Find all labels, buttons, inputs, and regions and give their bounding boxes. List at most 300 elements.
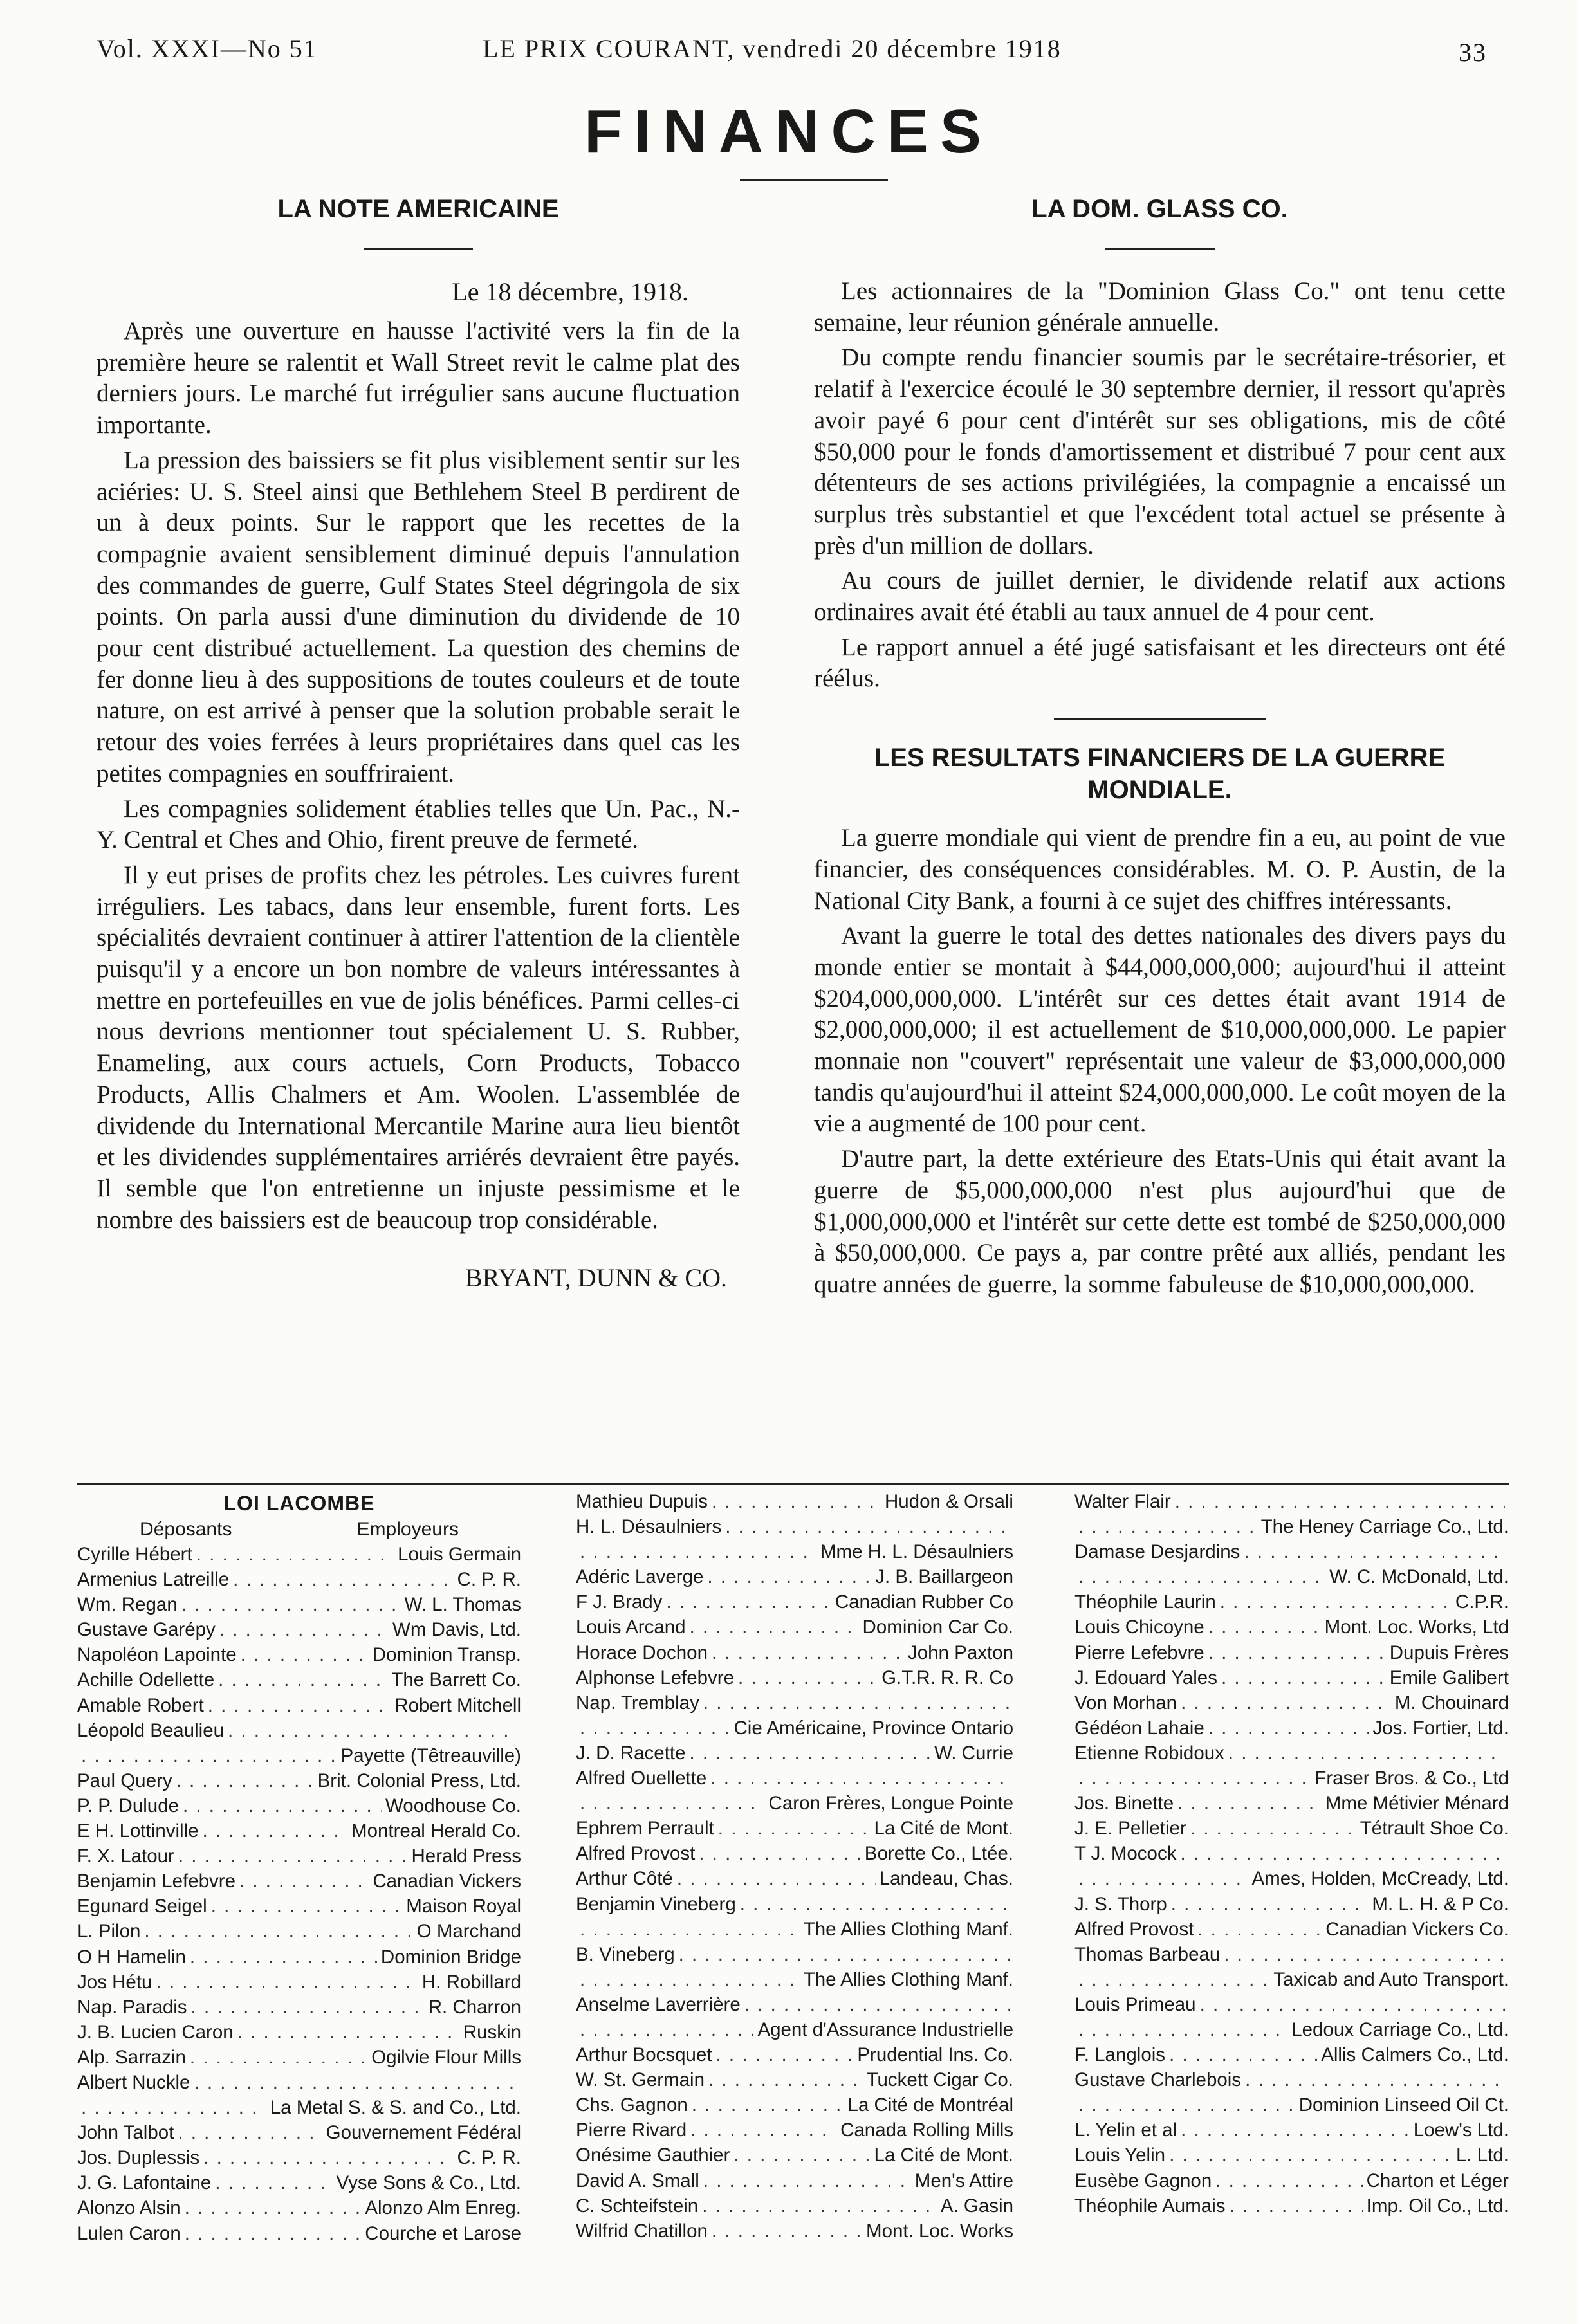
depositor-name: F. X. Latour <box>77 1845 174 1867</box>
depositor-name: Napoléon Lapointe <box>77 1644 237 1666</box>
leader-dots <box>1197 1917 1322 1942</box>
employer-name: H. Robillard <box>421 1971 521 1993</box>
loi-lacombe-title: LOI LACOMBE <box>223 1492 375 1515</box>
loi-lacombe-entry <box>576 1766 1013 1791</box>
employer-name: Brit. Colonial Press, Ltd. <box>317 1770 521 1791</box>
loi-lacombe-entry <box>576 1589 1013 1615</box>
article-paragraph: Avant la guerre le total des dettes nationales des divers pays du monde entier se montait à $44,000,000,000; aujourd'hui il atteint $204,000,000,000. L'intérêt sur ces dettes était avant 1914 de $2,000,000,000; il est actuellement de $10,000,000,000. Le papier monnaie non "couvert" représentait une valeur de $3,000,000,000 tandis qu'aujourd'hui il atteint $24,000,000,000. Le coût moyen de la vie a augmenté de 100 pour cent. <box>814 922 1506 1138</box>
employer-name: Mme H. L. Désaulniers <box>820 1541 1013 1563</box>
loi-lacombe-entry <box>576 1791 1013 1816</box>
depositor-name: J. E. Pelletier <box>1074 1818 1186 1840</box>
article-paragraph: D'autre part, la dette extérieure des Etats-Unis qui était avant la guerre de $5,000,000,000 n'est plus aujourd'hui que de $1,000,000,000 et l'intérêt sur cette dette est tombé de $250,000,000 à $50,000,000. Ce pays a, par contre prêté aux alliés, pendant les quatre années de guerre, la somme fabuleuse de $10,000,000,000. <box>814 1145 1506 1298</box>
employer-name: W. Currie <box>934 1742 1013 1764</box>
loi-lacombe-list <box>576 1489 1013 2244</box>
depositor-name: Alp. Sarrazin <box>77 2046 186 2068</box>
loi-lacombe-entry <box>77 1667 521 1692</box>
loi-lacombe-entry <box>576 1992 1013 2017</box>
loi-lacombe-entry <box>1074 1892 1509 1917</box>
employer-name: Canada Rolling Mills <box>840 2119 1013 2141</box>
employer-name: Ruskin <box>463 2021 521 2043</box>
depositor-name: Louis Primeau <box>1074 1993 1196 2015</box>
loi-lacombe-entry <box>77 1869 521 1894</box>
employer-name: The Barrett Co. <box>391 1669 521 1691</box>
leader-dots <box>237 2020 459 2045</box>
masthead-rule <box>740 179 888 181</box>
volume-number: Vol. XXXI—No 51 <box>97 34 318 63</box>
employer-name: Prudential Ins. Co. <box>857 2044 1013 2066</box>
loi-lacombe-entry <box>77 2120 521 2145</box>
loi-lacombe-entry <box>77 1970 521 1995</box>
depositor-name: Benjamin Lefebvre <box>77 1871 235 1892</box>
employer-name: Canadian Vickers Co. <box>1325 1918 1509 1940</box>
leader-dots <box>690 1741 931 1766</box>
employer-name: R. Charron <box>428 1996 521 2018</box>
leader-dots <box>1228 1741 1505 1766</box>
loi-lacombe-entry <box>77 1894 521 1919</box>
employer-name: Cie Américaine, Province Ontario <box>733 1717 1013 1739</box>
loi-lacombe-entry <box>77 1542 521 1567</box>
loi-lacombe-entry <box>576 1816 1013 1841</box>
loi-lacombe-entry <box>1074 2168 1509 2193</box>
depositor-name: Adéric Laverge <box>576 1566 704 1588</box>
leader-dots <box>690 1615 859 1640</box>
loi-lacombe-entry <box>576 2118 1013 2143</box>
depositor-name: Wilfrid Chatillon <box>576 2220 708 2242</box>
loi-lacombe-entry <box>1074 1967 1509 1992</box>
article-paragraph: Le rapport annuel a été jugé satisfaisant et les directeurs ont été réélus. <box>814 633 1506 693</box>
loi-lacombe-entry <box>576 1665 1013 1690</box>
loi-lacombe-column-1 <box>77 1489 521 2246</box>
employer-name: Louis Germain <box>398 1544 521 1565</box>
leader-dots <box>692 2092 844 2118</box>
leader-dots <box>178 1844 408 1869</box>
loi-lacombe-entry <box>77 2095 521 2120</box>
depositor-name: H. L. Désaulniers <box>576 1516 722 1538</box>
leader-dots <box>712 2219 862 2244</box>
depositor-name: Arthur Bocsquet <box>576 2044 712 2066</box>
leader-dots <box>1078 1766 1311 1791</box>
article-title: LES RESULTATS FINANCIERS DE LA GUERRE MONDIALE. <box>874 744 1446 805</box>
loi-lacombe-entry <box>1074 2017 1509 2042</box>
leader-dots <box>725 1514 1010 1539</box>
employer-name: Emile Galibert <box>1389 1667 1509 1688</box>
employer-name: M. Chouinard <box>1394 1692 1509 1714</box>
depositor-name: Benjamin Vineberg <box>576 1893 736 1915</box>
employer-name: Tuckett Cigar Co. <box>866 2069 1013 2091</box>
loi-lacombe-entry <box>77 1592 521 1617</box>
loi-lacombe-entry <box>77 1844 521 1869</box>
loi-lacombe-entry <box>77 2045 521 2070</box>
employer-name: Jos. Fortier, Ltd. <box>1372 1717 1509 1739</box>
depositor-name: Pierre Rivard <box>576 2119 687 2141</box>
depositor-name: L. Pilon <box>77 1921 141 1943</box>
leader-dots <box>203 1818 347 1844</box>
leader-dots <box>1175 1489 1505 1514</box>
depositor-name: Gustave Charlebois <box>1074 2069 1242 2091</box>
depositor-name: Etienne Robidoux <box>1074 1742 1224 1764</box>
employer-name: Maison Royal <box>406 1896 521 1917</box>
depositor-name: Arthur Côté <box>576 1868 673 1890</box>
leader-dots <box>666 1589 831 1615</box>
loi-lacombe-entry <box>77 2145 521 2170</box>
depositor-name: Alonzo Alsin <box>77 2197 181 2219</box>
depositor-name: Thomas Barbeau <box>1074 1943 1221 1965</box>
employer-name: Tétrault Shoe Co. <box>1360 1818 1509 1840</box>
employer-name: Vyse Sons & Co., Ltd. <box>336 2172 521 2194</box>
leader-dots <box>156 1970 418 1995</box>
leader-dots <box>580 1967 800 1992</box>
leader-dots <box>740 1892 1010 1917</box>
leader-dots <box>1224 1942 1505 1967</box>
depositor-name: Nap. Paradis <box>77 1996 187 2018</box>
employer-name: La Cité de Montréal <box>847 2094 1013 2116</box>
article-signature: BRYANT, DUNN & CO. <box>465 1263 727 1293</box>
depositor-name: Amable Robert <box>77 1694 204 1716</box>
leader-dots <box>81 2095 266 2120</box>
employer-name: Gouvernement Fédéral <box>326 2122 521 2144</box>
employer-name: Payette (Têtreauville) <box>340 1744 521 1766</box>
leader-dots <box>712 1489 881 1514</box>
loi-lacombe-entry <box>576 1539 1013 1564</box>
section-divider <box>77 1483 1509 1485</box>
depositor-name: Armenius Latreille <box>77 1569 230 1591</box>
employer-name: Taxicab and Auto Transport. <box>1273 1968 1509 1990</box>
employer-name: Mont. Loc. Works <box>866 2220 1013 2242</box>
depositor-name: Mathieu Dupuis <box>576 1491 708 1512</box>
loi-lacombe-column-headers <box>77 1517 521 1542</box>
employer-name: Ogilvie Flour Mills <box>371 2046 521 2068</box>
leader-dots <box>677 1866 876 1891</box>
depositor-name: Paul Query <box>77 1770 172 1791</box>
employer-name: J. B. Baillargeon <box>875 1566 1013 1588</box>
loi-lacombe-entry <box>1074 1514 1509 1539</box>
leader-dots <box>241 1642 369 1667</box>
depositor-name: Onésime Gauthier <box>576 2145 730 2166</box>
leader-dots <box>1244 1539 1505 1564</box>
employer-name: Dominion Bridge <box>380 1946 521 1968</box>
loi-lacombe-entry <box>77 1944 521 1970</box>
loi-lacombe-entry <box>1074 1866 1509 1891</box>
loi-lacombe-list <box>1074 1489 1509 2219</box>
leader-dots <box>1181 2118 1410 2143</box>
employer-name: La Cité de Mont. <box>874 2145 1013 2166</box>
loi-lacombe-entry <box>1074 1766 1509 1791</box>
loi-lacombe-entry <box>1074 1564 1509 1589</box>
employer-name: Caron Frères, Longue Pointe <box>768 1793 1013 1815</box>
depositor-name: Cyrille Hébert <box>77 1544 192 1565</box>
loi-lacombe-entry <box>576 1615 1013 1640</box>
leader-dots <box>580 1791 765 1816</box>
depositor-name: Jos Hétu <box>77 1971 152 1993</box>
depositor-name: Egunard Seigel <box>77 1896 207 1917</box>
depositor-name: Nap. Tremblay <box>576 1692 699 1714</box>
employer-name: The Allies Clothing Manf. <box>803 1968 1013 1990</box>
depositor-name: Léopold Beaulieu <box>77 1719 225 1741</box>
depositor-name: Von Morhan <box>1074 1692 1177 1714</box>
loi-lacombe-entry <box>77 1693 521 1718</box>
leader-dots <box>690 2118 836 2143</box>
employer-name: Mme Métivier Ménard <box>1325 1793 1509 1815</box>
employer-name: Agent d'Assurance Industrielle <box>757 2018 1013 2040</box>
depositor-name: Alfred Provost <box>576 1843 696 1865</box>
loi-lacombe-entry <box>576 2067 1013 2092</box>
leader-dots <box>208 1693 391 1718</box>
leader-dots <box>703 2168 911 2193</box>
employer-name: Dupuis Frères <box>1389 1642 1509 1663</box>
loi-lacombe-entry <box>1074 1665 1509 1690</box>
depositor-name: Gustave Garépy <box>77 1619 216 1641</box>
employer-name: Herald Press <box>411 1845 521 1867</box>
loi-lacombe-entry <box>77 1718 521 1743</box>
leader-dots <box>702 2193 937 2219</box>
leader-dots <box>1208 1716 1369 1741</box>
loi-lacombe-entry <box>77 1793 521 1818</box>
depositor-name: Louis Yelin <box>1074 2145 1166 2166</box>
loi-lacombe-entry <box>576 1564 1013 1589</box>
leader-dots <box>718 1816 871 1841</box>
leader-dots <box>1177 1791 1322 1816</box>
leader-dots <box>744 1992 1010 2017</box>
employer-name: Landeau, Chas. <box>879 1868 1013 1890</box>
loi-lacombe-entry <box>1074 2042 1509 2067</box>
loi-lacombe-entry <box>1074 2092 1509 2118</box>
employer-name: Canadian Rubber Co <box>835 1591 1013 1613</box>
loi-lacombe-entry <box>576 2193 1013 2219</box>
depositor-name: Chs. Gagnon <box>576 2094 688 2116</box>
employer-name: G.T.R. R. R. Co <box>881 1667 1013 1688</box>
depositor-name: David A. Small <box>576 2170 699 2191</box>
loi-lacombe-entry <box>576 2042 1013 2067</box>
leader-dots <box>185 2221 362 2246</box>
depositor-name: Damase Desjardins <box>1074 1541 1240 1563</box>
article-paragraph: Après une ouverture en hausse l'activité vers la fin de la première heure se ralentit et Wall Street revit le calme plat des derniers jours. Le marché fut irrégulier sans aucune fluctuation importante. <box>97 317 740 439</box>
leader-dots <box>580 1539 816 1564</box>
loi-lacombe-entry <box>77 1617 521 1642</box>
employer-name: Canadian Vickers <box>373 1871 521 1892</box>
loi-lacombe-entry <box>1074 2118 1509 2143</box>
article-paragraph: Les actionnaires de la "Dominion Glass Co." ont tenu cette semaine, leur réunion générale annuelle. <box>814 277 1506 336</box>
leader-dots <box>1078 2092 1295 2118</box>
employer-name: Charton et Léger <box>1366 2170 1509 2191</box>
leader-dots <box>703 1690 1010 1716</box>
publication-dateline: LE PRIX COURANT, vendredi 20 décembre 1918 <box>483 34 1062 63</box>
article-paragraph: Au cours de juillet dernier, le dividende relatif aux actions ordinaires avait été établi au taux annuel de 4 pour cent. <box>814 567 1506 627</box>
employer-name: M. L. H. & P Co. <box>1372 1893 1509 1915</box>
loi-lacombe-entry <box>1074 1741 1509 1766</box>
depositor-name: W. St. Germain <box>576 2069 705 2091</box>
loi-lacombe-entry <box>1074 1615 1509 1640</box>
employer-name: Fraser Bros. & Co., Ltd <box>1314 1768 1509 1789</box>
article-paragraph: Les compagnies solidement établies telles que Un. Pac., N.-Y. Central et Ches and Ohio, firent preuve de fermeté. <box>97 794 740 854</box>
article-title: LA NOTE AMERICAINE <box>277 195 559 223</box>
leader-dots <box>1208 1615 1321 1640</box>
loi-lacombe-entry <box>1074 1841 1509 1866</box>
leader-dots <box>1221 1665 1386 1690</box>
loi-lacombe-entry <box>1074 1489 1509 1514</box>
employer-name: Allis Calmers Co., Ltd. <box>1321 2044 1509 2066</box>
employer-name: Mont. Loc. Works, Ltd <box>1324 1616 1509 1638</box>
leader-dots <box>211 1894 403 1919</box>
leader-dots <box>190 2045 367 2070</box>
employer-name: Courche et Larose <box>365 2222 521 2244</box>
loi-lacombe-entry <box>77 1768 521 1793</box>
leader-dots <box>1078 1514 1257 1539</box>
leader-dots <box>1078 1866 1248 1891</box>
leader-dots <box>733 2143 870 2168</box>
employer-name: Loew's Ltd. <box>1413 2119 1509 2141</box>
leader-dots <box>1078 2017 1287 2042</box>
article-paragraph: La pression des baissiers se fit plus visiblement sentir sur les aciéries: U. S. Steel ainsi que Bethlehem Steel B perdirent de un à deux points. Sur le rapport que les recettes de la compagnie avaient sensiblement diminué depuis l'annulation des commandes de guerre, Gulf States Steel dégringola de six points. On parla aussi d'une diminution du dividende de 10 pour cent distribué actuellement. La question des chemins de fer donne lieu à des suppositions de toutes couleurs et de toute nature, on est arrivé à penser que la solution probable serait le retour des voies ferrées à leurs propriétaires dans quel cas les petites compagnies en souffriraient. <box>97 446 740 787</box>
depositor-name: Alfred Ouellette <box>576 1768 707 1789</box>
loi-lacombe-entry <box>576 1489 1013 1514</box>
depositor-name: J. S. Thorp <box>1074 1893 1167 1915</box>
leader-dots <box>194 2070 517 2095</box>
loi-lacombe-entry <box>576 1640 1013 1665</box>
loi-lacombe-entry <box>576 1716 1013 1741</box>
leader-dots <box>219 1617 389 1642</box>
loi-lacombe-entry <box>576 2092 1013 2118</box>
loi-lacombe-entry <box>1074 1942 1509 1967</box>
depositor-name: E H. Lottinville <box>77 1820 199 1842</box>
leader-dots <box>580 1917 800 1942</box>
loi-lacombe-entry <box>576 1917 1013 1942</box>
loi-lacombe-entry <box>1074 1589 1509 1615</box>
loi-lacombe-entry <box>576 1967 1013 1992</box>
employer-name: Ames, Holden, McCready, Ltd. <box>1251 1868 1509 1890</box>
employer-name: Robert Mitchell <box>394 1694 521 1716</box>
leader-dots <box>580 1716 730 1741</box>
section-divider <box>1054 718 1266 720</box>
leader-dots <box>1215 2168 1362 2193</box>
leader-dots <box>218 1667 387 1692</box>
title-rule <box>364 248 473 250</box>
leader-dots <box>679 1942 1010 1967</box>
leader-dots <box>1190 1816 1356 1841</box>
loi-lacombe-entry <box>77 2195 521 2220</box>
leader-dots <box>185 2195 362 2220</box>
depositor-name: T J. Mocock <box>1074 1843 1177 1865</box>
leader-dots <box>81 1743 337 1768</box>
depositor-name: Théophile Aumais <box>1074 2195 1226 2217</box>
leader-dots <box>203 2145 453 2170</box>
loi-lacombe-entry <box>77 1743 521 1768</box>
leader-dots <box>1169 2042 1317 2067</box>
loi-lacombe-entry <box>576 1741 1013 1766</box>
loi-lacombe-column-2 <box>576 1489 1013 2244</box>
loi-lacombe-entry <box>576 2168 1013 2193</box>
loi-lacombe-entry <box>77 1919 521 1944</box>
loi-lacombe-entry <box>1074 1816 1509 1841</box>
loi-lacombe-entry <box>77 2070 521 2095</box>
depositor-name: Pierre Lefebvre <box>1074 1642 1204 1663</box>
depositor-name: C. Schteifstein <box>576 2195 699 2217</box>
leader-dots <box>716 2042 854 2067</box>
loi-lacombe-entry <box>1074 1917 1509 1942</box>
depositor-name: Théophile Laurin <box>1074 1591 1216 1613</box>
loi-lacombe-entry <box>1074 1539 1509 1564</box>
loi-lacombe-entry <box>576 2017 1013 2042</box>
leader-dots <box>738 1665 878 1690</box>
depositor-name: O H Hamelin <box>77 1946 186 1968</box>
loi-lacombe-entry <box>576 1942 1013 1967</box>
leader-dots <box>1208 1640 1386 1665</box>
loi-lacombe-entry <box>77 1818 521 1844</box>
employer-name: L. Ltd. <box>1455 2145 1509 2166</box>
depositor-name: Alfred Provost <box>1074 1918 1194 1940</box>
article-paragraph: Du compte rendu financier soumis par le secrétaire-trésorier, et relatif à l'exercice écoulé le 30 septembre dernier, il ressort qu'après avoir payé 6 pour cent d'intérêt sur ses obligations, mis de côté $50,000 pour le fonds d'amortissement et distribué 7 pour cent aux détenteurs de ses actions privilégiées, la compagnie a encaissé un surplus très substantiel et que l'excédent total actuel se présente à près d'un million de dollars. <box>814 343 1506 560</box>
loi-lacombe-list <box>77 1542 521 2246</box>
leader-dots <box>699 1841 861 1866</box>
employer-name: Dominion Linseed Oil Ct. <box>1298 2094 1509 2116</box>
loi-lacombe-entry <box>576 1841 1013 1866</box>
employer-name: Montreal Herald Co. <box>351 1820 521 1842</box>
employer-name: John Paxton <box>907 1642 1013 1663</box>
page-header <box>97 33 1487 78</box>
loi-lacombe-entry <box>1074 2193 1509 2219</box>
leader-dots <box>1180 1841 1505 1866</box>
leader-dots <box>191 1995 425 2020</box>
leader-dots <box>712 1640 904 1665</box>
leader-dots <box>1078 1564 1325 1589</box>
leader-dots <box>228 1718 517 1743</box>
loi-lacombe-entry <box>1074 1992 1509 2017</box>
loi-lacombe-entry <box>576 2219 1013 2244</box>
loi-lacombe-entry <box>576 1514 1013 1539</box>
leader-dots <box>176 1768 314 1793</box>
loi-lacombe-entry <box>1074 1690 1509 1716</box>
employer-name: O Marchand <box>416 1921 521 1943</box>
employer-name: Dominion Transp. <box>372 1644 521 1666</box>
depositor-name: Louis Chicoyne <box>1074 1616 1204 1638</box>
employer-name: Alonzo Alm Enreg. <box>365 2197 521 2219</box>
employer-name: Dominion Car Co. <box>862 1616 1013 1638</box>
depositor-name: Albert Nuckle <box>77 2071 190 2093</box>
depositor-name: Alphonse Lefebvre <box>576 1667 735 1688</box>
depositor-name: P. P. Dulude <box>77 1795 180 1816</box>
depositor-name: Wm. Regan <box>77 1594 178 1616</box>
left-column <box>97 193 740 1293</box>
employer-name: C.P.R. <box>1455 1591 1509 1613</box>
employer-name: Men's Attire <box>914 2170 1013 2191</box>
loi-lacombe-column-3 <box>1074 1489 1509 2219</box>
leader-dots <box>580 2017 753 2042</box>
title-rule <box>1105 248 1215 250</box>
loi-lacombe-entry <box>1074 2143 1509 2168</box>
section-masthead: FINANCES <box>584 97 993 166</box>
loi-lacombe-entry <box>77 1995 521 2020</box>
employer-name: A. Gasin <box>940 2195 1013 2217</box>
depositor-name: Eusèbe Gagnon <box>1074 2170 1212 2191</box>
leader-dots <box>1169 2143 1452 2168</box>
employer-name: Wm Davis, Ltd. <box>392 1619 521 1641</box>
employer-name: Borette Co., Ltée. <box>864 1843 1013 1865</box>
article-dateline: Le 18 décembre, 1918. <box>452 277 688 306</box>
loi-lacombe-entry <box>77 2221 521 2246</box>
depositor-name: Gédéon Lahaie <box>1074 1717 1204 1739</box>
depositor-name: Jos. Binette <box>1074 1793 1174 1815</box>
depositors-header: Déposants <box>140 1519 232 1540</box>
employer-name: The Allies Clothing Manf. <box>803 1918 1013 1940</box>
leader-dots <box>190 1944 377 1970</box>
depositor-name: J. G. Lafontaine <box>77 2172 212 2194</box>
depositor-name: Anselme Laverrière <box>576 1993 741 2015</box>
leader-dots <box>181 1592 401 1617</box>
loi-lacombe-entry <box>1074 1716 1509 1741</box>
leader-dots <box>708 2067 863 2092</box>
article-title: LA DOM. GLASS CO. <box>1031 195 1288 223</box>
leader-dots <box>215 2170 332 2195</box>
depositor-name: F J. Brady <box>576 1591 663 1613</box>
